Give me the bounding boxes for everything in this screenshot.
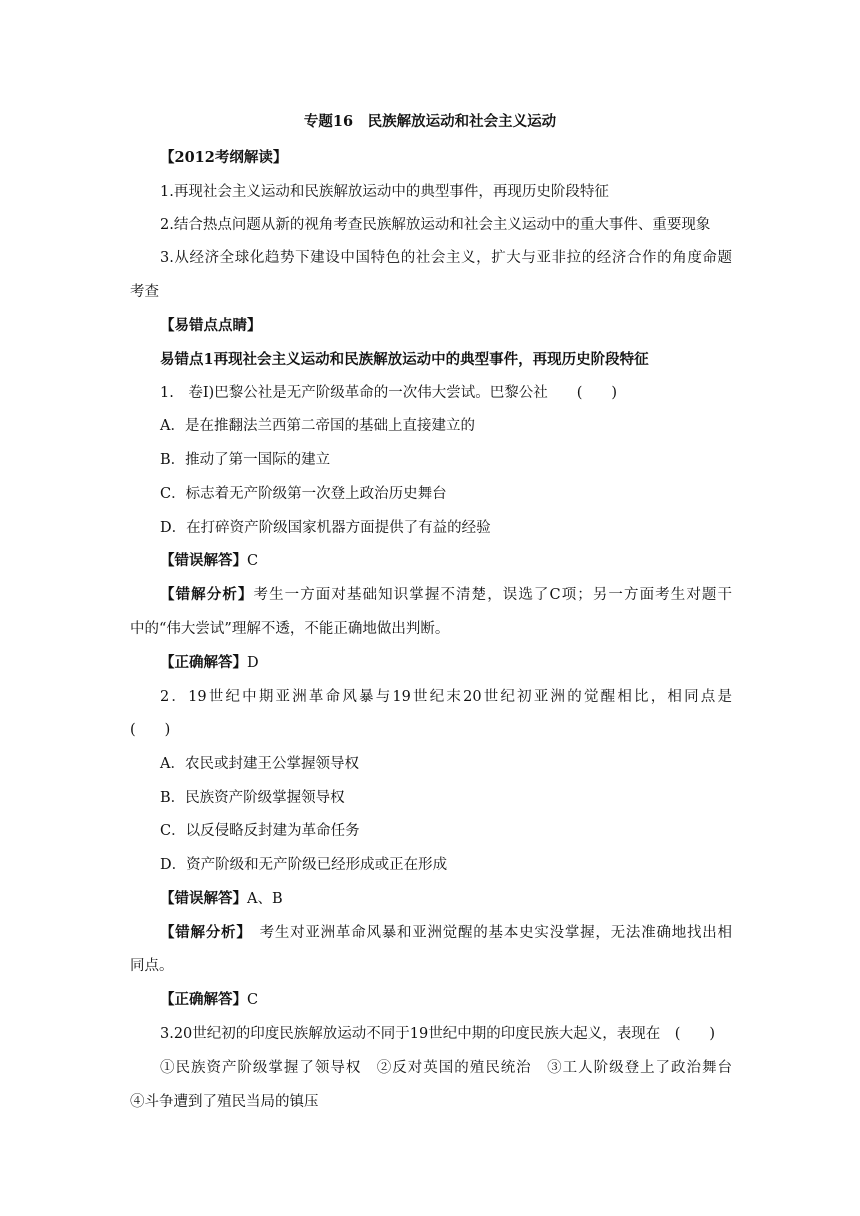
q2-right-answer-line bbox=[160, 990, 732, 1010]
kaogang-heading: 【2012考纲解读】 bbox=[160, 149, 288, 166]
kaogang-item-3: 3.从经济全球化趋势下建设中国特色的社会主义，扩大与亚非拉的经济合作的角度命题 bbox=[160, 250, 732, 266]
q1-wrong-answer: C bbox=[247, 553, 259, 569]
q1-wrong-answer-line bbox=[160, 551, 732, 571]
q2-analysis-line-2: 同点。 bbox=[130, 958, 174, 974]
q1-option-b: B．推动了第一国际的建立 bbox=[160, 452, 331, 468]
q2-analysis-line-1 bbox=[160, 923, 732, 943]
q2-right-label: 【正确解答】 bbox=[160, 991, 247, 1008]
yicuo-point-1-heading: 易错点1再现社会主义运动和民族解放运动中的典型事件，再现历史阶段特征 bbox=[160, 351, 649, 368]
q2-analysis-text-1: 考生对亚洲革命风暴和亚洲觉醒的基本史实没掌握，无法准确地找出相 bbox=[244, 925, 733, 941]
q2-stem-line-1: 2．19世纪中期亚洲革命风暴与19世纪末20世纪初亚洲的觉醒相比，相同点是 bbox=[160, 689, 732, 705]
kaogang-item-1: 1.再现社会主义运动和民族解放运动中的典型事件，再现历史阶段特征 bbox=[160, 184, 609, 200]
q1-analysis-line-2: 中的“伟大尝试”理解不透，不能正确地做出判断。 bbox=[130, 621, 450, 637]
q1-wrong-label: 【错误解答】 bbox=[160, 552, 247, 569]
q2-option-b: B．民族资产阶级掌握领导权 bbox=[160, 790, 345, 806]
q1-analysis-line-1 bbox=[160, 585, 732, 605]
q1-right-answer-line bbox=[160, 653, 732, 673]
q1-right-label: 【正确解答】 bbox=[160, 654, 247, 671]
q2-stem-line-2: ( ) bbox=[130, 722, 171, 738]
kaogang-item-3-cont: 考查 bbox=[130, 284, 159, 300]
q1-option-a: A．是在推翻法兰西第二帝国的基础上直接建立的 bbox=[160, 418, 475, 434]
kaogang-item-2: 2.结合热点问题从新的视角考查民族解放运动和社会主义运动中的重大事件、重要现象 bbox=[160, 217, 711, 233]
q3-options-line-1: ①民族资产阶级掌握了领导权 ②反对英国的殖民统治 ③工人阶级登上了政治舞台 bbox=[160, 1060, 732, 1076]
q1-option-c: C．标志着无产阶级第一次登上政治历史舞台 bbox=[160, 486, 447, 502]
q2-right-answer: C bbox=[247, 992, 259, 1008]
q2-analysis-label: 【错解分析】 bbox=[160, 924, 245, 941]
q1-analysis-text-1: 考生一方面对基础知识掌握不清楚，误选了C项；另一方面考生对题干 bbox=[253, 587, 732, 603]
page-title: 专题16 民族解放运动和社会主义运动 bbox=[303, 113, 557, 130]
yicuo-heading: 【易错点点睛】 bbox=[160, 317, 262, 334]
q2-option-c: C．以反侵略反封建为革命任务 bbox=[160, 823, 360, 839]
q2-wrong-label: 【错误解答】 bbox=[160, 890, 247, 907]
q2-wrong-answer-line bbox=[160, 889, 732, 909]
q2-wrong-answer: A、B bbox=[247, 891, 283, 907]
q1-right-answer: D bbox=[247, 655, 259, 671]
q1-option-d: D．在打碎资产阶级国家机器方面提供了有益的经验 bbox=[160, 520, 491, 536]
q2-option-a: A．农民或封建王公掌握领导权 bbox=[160, 756, 359, 772]
q2-option-d: D．资产阶级和无产阶级已经形成或正在形成 bbox=[160, 857, 448, 873]
q1-stem: 1. 卷I)巴黎公社是无产阶级革命的一次伟大尝试。巴黎公社 ( ) bbox=[160, 385, 618, 401]
q3-options-line-2: ④斗争遭到了殖民当局的镇压 bbox=[130, 1094, 319, 1110]
q1-analysis-label: 【错解分析】 bbox=[160, 586, 254, 603]
q3-stem: 3.20世纪初的印度民族解放运动不同于19世纪中期的印度民族大起义，表现在 ( ) bbox=[160, 1026, 716, 1042]
